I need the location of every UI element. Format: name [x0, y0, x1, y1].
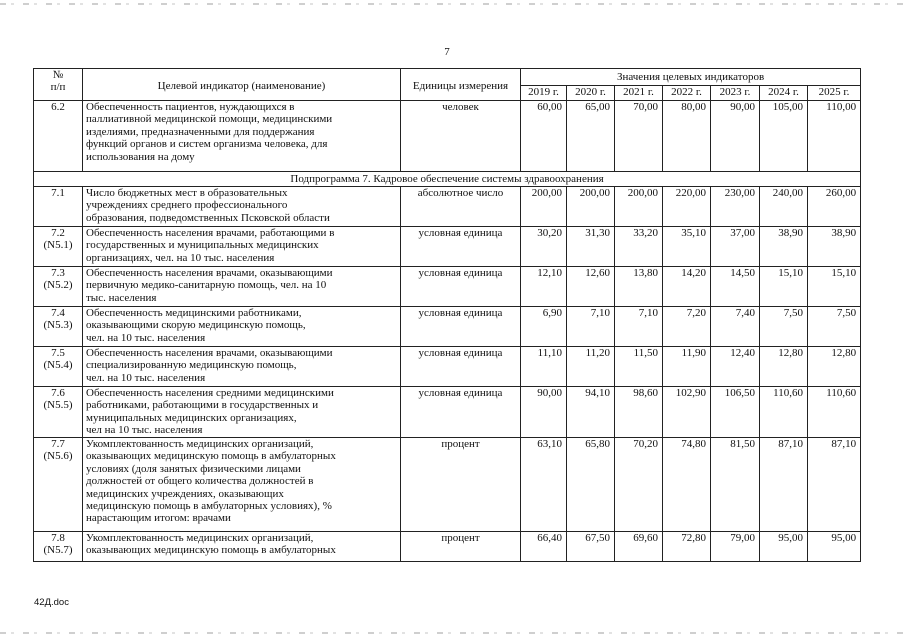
- value-cell: 7,40: [711, 307, 760, 347]
- indicator-name: [83, 307, 401, 347]
- indicator-line: медицинскую помощь в амбулаторных условиях), %: [86, 500, 332, 513]
- indicator-name: [83, 387, 401, 438]
- value-cell: 90,00: [711, 101, 760, 172]
- header-unit: Единицы измерения: [401, 69, 521, 101]
- indicator-line: Укомплектованность медицинских организаций,: [86, 532, 314, 544]
- value-cell: 70,20: [615, 438, 663, 532]
- indicator-line: Обеспеченность населения врачами, оказывающими: [86, 267, 333, 279]
- indicator-line: организациях, чел. на 10 тыс. населения: [86, 251, 275, 264]
- indicator-line: Обеспеченность населения врачами, оказывающими: [86, 347, 333, 359]
- row-number-cell: [34, 187, 83, 227]
- indicator-line: чел. на 10 тыс. населения: [86, 331, 206, 344]
- scan-edge-top: [0, 3, 905, 5]
- unit-cell: условная единица: [401, 227, 521, 267]
- value-cell: 74,80: [663, 438, 711, 532]
- value-cell: 12,80: [760, 347, 808, 387]
- unit-cell: процент: [401, 532, 521, 562]
- indicator-line: Обеспеченность населения средними медицинскими: [86, 387, 334, 399]
- value-cell: 12,10: [521, 267, 567, 307]
- indicator-row: [34, 347, 861, 387]
- indicator-line: нарастающим итогом: врачами: [86, 512, 231, 525]
- value-cell: 6,90: [521, 307, 567, 347]
- subprogram-title: Подпрограмма 7. Кадровое обеспечение системы здравоохранения: [34, 172, 861, 187]
- row-code: (N5.5): [43, 399, 73, 412]
- row-number: 7.7: [51, 438, 65, 450]
- indicator-line: чел на 10 тыс. населения: [86, 424, 203, 437]
- page-number: 7: [444, 46, 450, 58]
- value-cell: 12,80: [808, 347, 861, 387]
- unit-cell: абсолютное число: [401, 187, 521, 227]
- row-number-cell: [34, 387, 83, 438]
- unit-cell: человек: [401, 101, 521, 172]
- value-cell: 11,50: [615, 347, 663, 387]
- indicator-line: оказывающих медицинскую помощь в амбулаторных: [86, 450, 336, 463]
- indicator-row: [34, 227, 861, 267]
- value-cell: 14,20: [663, 267, 711, 307]
- value-cell: 7,50: [808, 307, 861, 347]
- value-cell: 37,00: [711, 227, 760, 267]
- indicators-table: [33, 68, 861, 562]
- header-year: 2024 г.: [760, 86, 808, 101]
- value-cell: 38,90: [760, 227, 808, 267]
- indicator-name: [83, 532, 401, 562]
- header-year: 2020 г.: [567, 86, 615, 101]
- value-cell: 65,80: [567, 438, 615, 532]
- header-year: 2025 г.: [808, 86, 861, 101]
- value-cell: 70,00: [615, 101, 663, 172]
- indicator-line: паллиативной медицинской помощи, медицинскими: [86, 113, 333, 126]
- indicator-row: [34, 267, 861, 307]
- row-code: (N5.7): [43, 544, 73, 557]
- indicator-line: учреждениях среднего профессионального: [86, 199, 288, 212]
- indicator-row: [34, 101, 861, 172]
- value-cell: 11,10: [521, 347, 567, 387]
- unit-cell: условная единица: [401, 347, 521, 387]
- row-code: (N5.1): [43, 239, 73, 252]
- value-cell: 7,10: [615, 307, 663, 347]
- subprogram-row: [34, 172, 861, 187]
- scan-edge-bottom: [0, 632, 905, 634]
- indicator-line: изделиями, предназначенными для поддержания: [86, 125, 315, 138]
- row-number-cell: [34, 438, 83, 532]
- row-number-cell: [34, 101, 83, 172]
- indicator-line: функций органов и систем организма человека, для: [86, 138, 328, 151]
- value-cell: 11,20: [567, 347, 615, 387]
- row-number-cell: [34, 532, 83, 562]
- row-number: 7.5: [51, 347, 65, 359]
- value-cell: 260,00: [808, 187, 861, 227]
- value-cell: 60,00: [521, 101, 567, 172]
- value-cell: 35,10: [663, 227, 711, 267]
- value-cell: 110,60: [760, 387, 808, 438]
- value-cell: 200,00: [615, 187, 663, 227]
- indicators-body: [34, 101, 861, 562]
- row-number: 7.6: [51, 387, 65, 399]
- indicator-line: должностей от общего количества должностей в: [86, 475, 314, 488]
- value-cell: 15,10: [808, 267, 861, 307]
- value-cell: 230,00: [711, 187, 760, 227]
- unit-cell: процент: [401, 438, 521, 532]
- indicator-line: оказывающих медицинскую помощь в амбулаторных: [86, 544, 336, 557]
- value-cell: 12,60: [567, 267, 615, 307]
- header-indicator: Целевой индикатор (наименование): [83, 69, 401, 101]
- row-number: 7.1: [51, 187, 65, 199]
- unit-cell: условная единица: [401, 387, 521, 438]
- indicator-line: тыс. населения: [86, 291, 157, 304]
- indicator-line: оказывающими скорую медицинскую помощь,: [86, 319, 306, 332]
- value-cell: 200,00: [521, 187, 567, 227]
- value-cell: 79,00: [711, 532, 760, 562]
- header-values: Значения целевых индикаторов: [521, 69, 861, 86]
- row-number-cell: [34, 267, 83, 307]
- row-code: (N5.6): [43, 450, 73, 463]
- indicator-row: [34, 387, 861, 438]
- indicator-name: [83, 438, 401, 532]
- value-cell: 200,00: [567, 187, 615, 227]
- value-cell: 63,10: [521, 438, 567, 532]
- value-cell: 87,10: [808, 438, 861, 532]
- indicator-line: Обеспеченность пациентов, нуждающихся в: [86, 101, 295, 113]
- value-cell: 95,00: [808, 532, 861, 562]
- row-number-cell: [34, 227, 83, 267]
- value-cell: 94,10: [567, 387, 615, 438]
- indicator-line: медицинских учреждениях, оказывающих: [86, 487, 284, 500]
- value-cell: 81,50: [711, 438, 760, 532]
- indicator-line: Укомплектованность медицинских организаций,: [86, 438, 314, 450]
- indicator-line: муниципальных медицинских организациях,: [86, 411, 297, 424]
- header-year: 2022 г.: [663, 86, 711, 101]
- value-cell: 102,90: [663, 387, 711, 438]
- indicator-name: [83, 187, 401, 227]
- row-code: (N5.4): [43, 359, 73, 372]
- value-cell: 31,30: [567, 227, 615, 267]
- indicator-row: [34, 187, 861, 227]
- header-no: №: [52, 69, 64, 81]
- value-cell: 110,00: [808, 101, 861, 172]
- indicator-line: государственных и муниципальных медицинских: [86, 239, 319, 252]
- value-cell: 7,20: [663, 307, 711, 347]
- header-row: [34, 69, 861, 86]
- indicator-line: специализированную медицинскую помощь,: [86, 359, 297, 372]
- indicator-line: образования, подведомственных Псковской области: [86, 211, 330, 224]
- unit-cell: условная единица: [401, 307, 521, 347]
- value-cell: 67,50: [567, 532, 615, 562]
- indicator-name: [83, 267, 401, 307]
- header-no-cell: [34, 69, 83, 101]
- value-cell: 7,50: [760, 307, 808, 347]
- indicator-row: [34, 532, 861, 562]
- value-cell: 240,00: [760, 187, 808, 227]
- value-cell: 38,90: [808, 227, 861, 267]
- value-cell: 80,00: [663, 101, 711, 172]
- value-cell: 15,10: [760, 267, 808, 307]
- value-cell: 30,20: [521, 227, 567, 267]
- value-cell: 66,40: [521, 532, 567, 562]
- indicator-row: [34, 438, 861, 532]
- value-cell: 33,20: [615, 227, 663, 267]
- indicator-line: первичную медико-санитарную помощь, чел. на 10: [86, 279, 327, 292]
- indicator-line: Число бюджетных мест в образовательных: [86, 187, 288, 199]
- file-name-footer: 42Д.doc: [34, 597, 69, 608]
- value-cell: 95,00: [760, 532, 808, 562]
- header-year: 2021 г.: [615, 86, 663, 101]
- indicator-line: работниками, работающими в государственных и: [86, 399, 319, 412]
- indicator-name: [83, 347, 401, 387]
- value-cell: 65,00: [567, 101, 615, 172]
- indicator-name: [83, 101, 401, 172]
- value-cell: 72,80: [663, 532, 711, 562]
- value-cell: 106,50: [711, 387, 760, 438]
- header-no-sub: п/п: [50, 81, 66, 94]
- value-cell: 14,50: [711, 267, 760, 307]
- row-number: 7.3: [51, 267, 65, 279]
- value-cell: 110,60: [808, 387, 861, 438]
- value-cell: 12,40: [711, 347, 760, 387]
- value-cell: 7,10: [567, 307, 615, 347]
- row-number: 7.4: [51, 307, 65, 319]
- value-cell: 11,90: [663, 347, 711, 387]
- row-number: 6.2: [51, 101, 65, 113]
- indicator-line: использования на дому: [86, 150, 195, 163]
- value-cell: 69,60: [615, 532, 663, 562]
- row-number-cell: [34, 307, 83, 347]
- value-cell: 13,80: [615, 267, 663, 307]
- indicator-line: Обеспеченность населения врачами, работающими в: [86, 227, 335, 239]
- row-number-cell: [34, 347, 83, 387]
- indicator-line: условиях (доля занятых физическими лицами: [86, 462, 301, 475]
- row-number: 7.8: [51, 532, 65, 544]
- indicator-line: чел. на 10 тыс. населения: [86, 371, 206, 384]
- value-cell: 87,10: [760, 438, 808, 532]
- indicator-row: [34, 307, 861, 347]
- header-year: 2019 г.: [521, 86, 567, 101]
- header-year: 2023 г.: [711, 86, 760, 101]
- indicator-line: Обеспеченность медицинскими работниками,: [86, 307, 302, 319]
- indicator-name: [83, 227, 401, 267]
- row-number: 7.2: [51, 227, 65, 239]
- value-cell: 105,00: [760, 101, 808, 172]
- row-code: (N5.2): [43, 279, 73, 292]
- row-code: (N5.3): [43, 319, 73, 332]
- value-cell: 90,00: [521, 387, 567, 438]
- value-cell: 98,60: [615, 387, 663, 438]
- unit-cell: условная единица: [401, 267, 521, 307]
- value-cell: 220,00: [663, 187, 711, 227]
